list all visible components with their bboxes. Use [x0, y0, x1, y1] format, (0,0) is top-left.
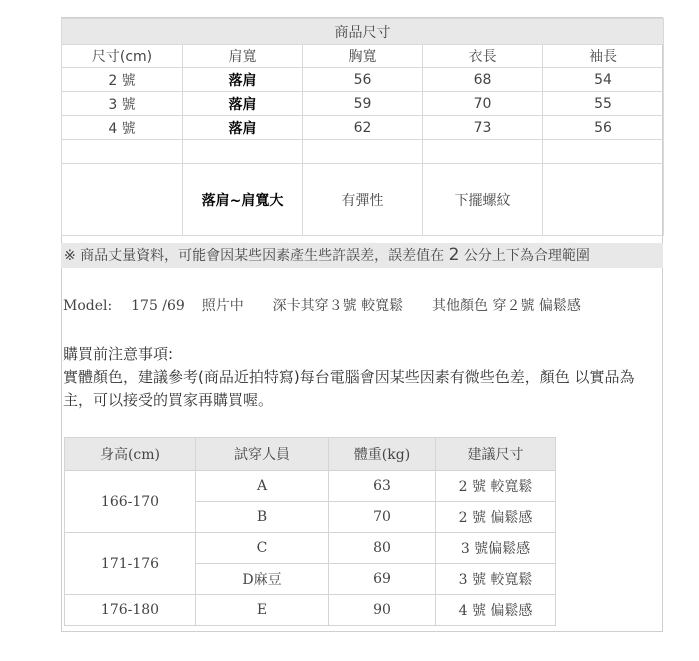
- size-cell: 3 號: [62, 92, 183, 116]
- header-size: 尺寸(cm): [62, 45, 183, 68]
- model-label: Model:: [63, 298, 113, 314]
- feature-hem: 下擺螺紋: [423, 164, 543, 236]
- sleeve-cell: 55: [543, 92, 664, 116]
- fit-row: [65, 533, 556, 564]
- notice-body: 實體顏色，建議參考(商品近拍特寫)每台電腦會因某些因素有微些色差，顏色 以實品為主，可以接受的買家再購買喔。: [63, 368, 635, 409]
- header-sleeve: 袖長: [543, 45, 664, 68]
- header-tester: 試穿人員: [196, 438, 329, 471]
- size-table-title-row: [62, 19, 664, 45]
- shoulder-cell: 落肩: [183, 68, 303, 92]
- chest-cell: 59: [303, 92, 423, 116]
- fit-table-header-row: [65, 438, 556, 471]
- feature-row: [62, 164, 664, 236]
- header-shoulder: 肩寬: [183, 45, 303, 68]
- sleeve-cell: 56: [543, 116, 664, 140]
- feature-stretch: 有彈性: [303, 164, 423, 236]
- size-row: [62, 116, 664, 140]
- header-suggested-size: 建議尺寸: [436, 438, 556, 471]
- tester-cell: A: [196, 471, 329, 502]
- fit-row: [65, 595, 556, 626]
- tester-cell: D麻豆: [196, 564, 329, 595]
- note-suffix: 公分上下為合理範圍: [463, 248, 590, 264]
- chest-cell: 62: [303, 116, 423, 140]
- header-height: 身高(cm): [65, 438, 196, 471]
- size-table-header-row: [62, 45, 664, 68]
- weight-cell: 69: [329, 564, 436, 595]
- weight-cell: 80: [329, 533, 436, 564]
- notice-title: 購買前注意事項:: [63, 345, 174, 363]
- size-row: [62, 92, 664, 116]
- shoulder-cell: 落肩: [183, 116, 303, 140]
- size-table-title: 商品尺寸: [62, 19, 664, 45]
- weight-cell: 63: [329, 471, 436, 502]
- size-row: [62, 68, 664, 92]
- purchase-notice: [63, 343, 663, 412]
- note-number: 2: [448, 245, 460, 265]
- suggested-size-cell: 4 號 偏鬆感: [436, 595, 556, 626]
- weight-cell: 90: [329, 595, 436, 626]
- fit-row: [65, 471, 556, 502]
- height-cell: 166-170: [65, 471, 196, 533]
- model-other-colors: 其他顏色 穿２號 偏鬆感: [432, 298, 581, 314]
- feature-shoulder: 落肩~肩寬大: [183, 164, 303, 236]
- note-prefix: ※ 商品丈量資料，可能會因某些因素產生些許誤差，誤差值在: [64, 248, 445, 264]
- model-info: [63, 295, 581, 315]
- tester-cell: E: [196, 595, 329, 626]
- fit-table: [64, 437, 556, 626]
- length-cell: 70: [423, 92, 543, 116]
- model-dark-khaki: 深卡其穿３號 較寬鬆: [272, 298, 404, 314]
- size-cell: 4 號: [62, 116, 183, 140]
- chest-cell: 56: [303, 68, 423, 92]
- measurement-note: [61, 243, 663, 268]
- shoulder-cell: 落肩: [183, 92, 303, 116]
- height-cell: 171-176: [65, 533, 196, 595]
- suggested-size-cell: 3 號 較寬鬆: [436, 564, 556, 595]
- model-photo: 照片中: [201, 298, 244, 314]
- header-weight: 體重(kg): [329, 438, 436, 471]
- size-table: [61, 18, 664, 236]
- sleeve-cell: 54: [543, 68, 664, 92]
- empty-row: [62, 140, 664, 164]
- suggested-size-cell: 3 號偏鬆感: [436, 533, 556, 564]
- length-cell: 73: [423, 116, 543, 140]
- height-cell: 176-180: [65, 595, 196, 626]
- weight-cell: 70: [329, 502, 436, 533]
- size-cell: 2 號: [62, 68, 183, 92]
- suggested-size-cell: 2 號 較寬鬆: [436, 471, 556, 502]
- suggested-size-cell: 2 號 偏鬆感: [436, 502, 556, 533]
- header-length: 衣長: [423, 45, 543, 68]
- header-chest: 胸寬: [303, 45, 423, 68]
- length-cell: 68: [423, 68, 543, 92]
- tester-cell: B: [196, 502, 329, 533]
- model-measure: 175 /69: [131, 298, 185, 314]
- tester-cell: C: [196, 533, 329, 564]
